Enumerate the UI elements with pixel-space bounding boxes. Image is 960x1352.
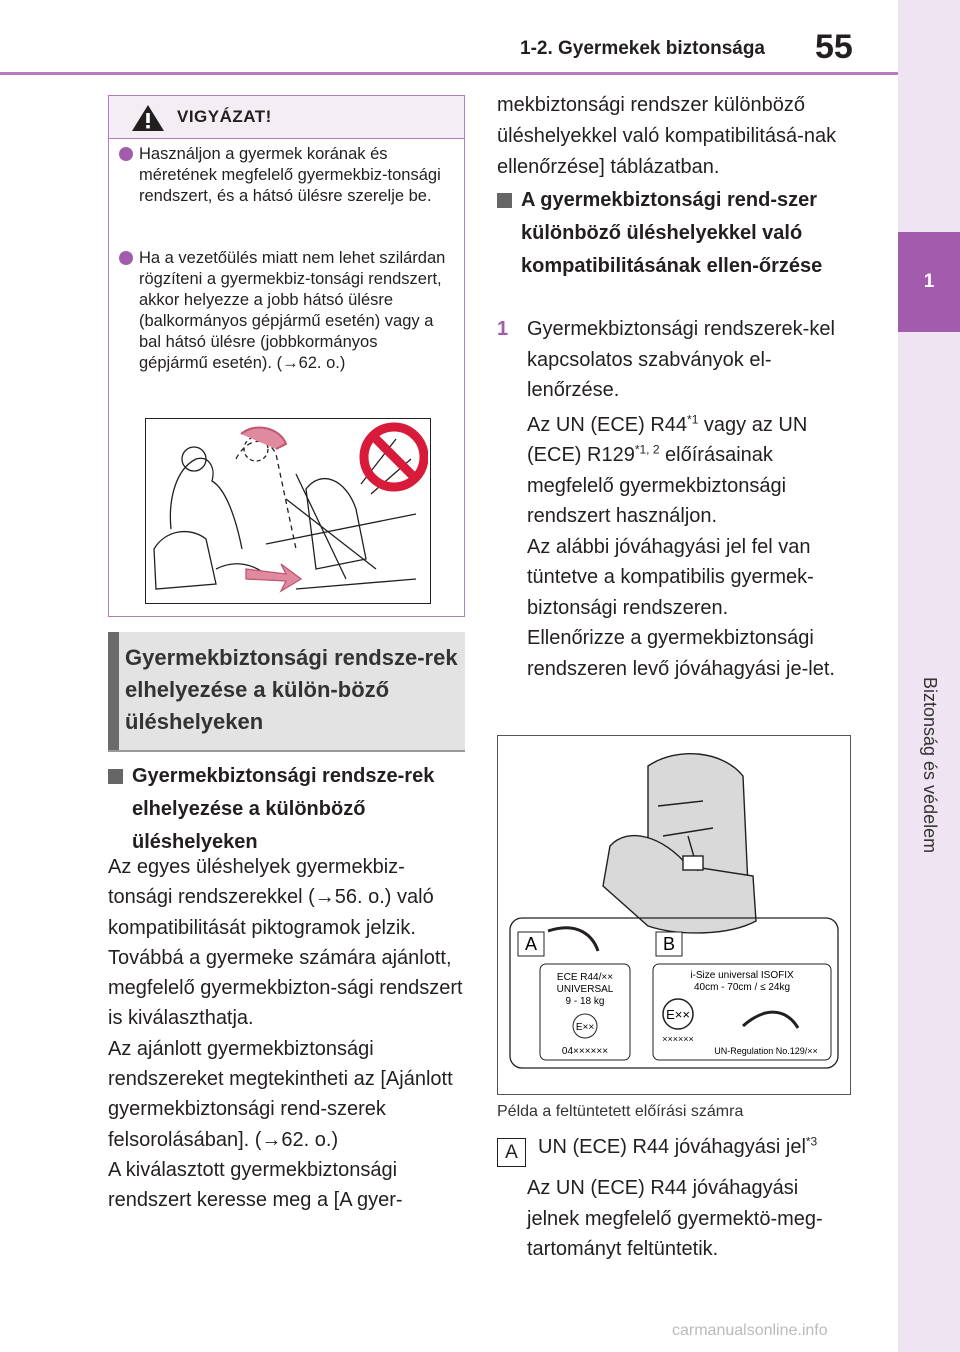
warning-bullet	[119, 144, 449, 207]
approval-mark-figure	[497, 735, 851, 1095]
figure-b-line2: 40cm - 70cm / ≤ 24kg	[693, 982, 791, 993]
warning-header	[109, 96, 464, 139]
bullet-dot-icon	[119, 147, 133, 161]
right-continuation: mekbiztonsági rendszer különböző üléshelyekkel való kompatibilitásá-nak ellenőrzése] táblázatban.	[497, 94, 837, 178]
item-a-heading-text: UN (ECE) R44 jóváhagyási jel	[538, 1136, 806, 1158]
paragraph: A kiválasztott gyermekbiztonsági rendszert keresse meg a [A gyer-	[108, 1158, 403, 1212]
text-run: Az UN (ECE) R44	[527, 413, 688, 436]
step-1	[497, 314, 852, 684]
figure-a-code: 04××××××	[561, 1046, 609, 1057]
figure-label-b: B	[662, 934, 676, 954]
figure-caption: Példa a feltüntetett előírási számra	[497, 1103, 744, 1120]
paragraph: Az alábbi jóváhagyási jel fel van tüntetve a kompatibilis gyermek-biztonsági rendszeren.	[527, 535, 814, 619]
section-heading-bar	[108, 632, 119, 750]
footnote-ref: *1	[687, 411, 699, 426]
text-run: előírásainak megfelelő gyermekbiztonsági rendszert használjon.	[527, 444, 787, 527]
left-subheading	[108, 760, 465, 859]
header-section-title: 1-2. Gyermekek biztonsága	[520, 38, 765, 59]
figure-a-line1: ECE R44/××	[556, 972, 614, 983]
watermark: carmanualsonline.info	[672, 1322, 828, 1339]
section-heading: Gyermekbiztonsági rendsze-rek elhelyezése a külön-böző üléshelyeken	[125, 645, 458, 734]
chapter-label: Biztonság és védelem	[920, 677, 940, 854]
item-a-heading	[538, 1136, 817, 1159]
paragraph	[527, 410, 852, 532]
figure-b-regulation: UN-Regulation No.129/××	[714, 1046, 818, 1056]
figure-b-emark: E××	[666, 1007, 690, 1022]
warning-box	[108, 95, 465, 617]
step-number: 1	[497, 318, 509, 340]
figure-label-a: A	[524, 934, 538, 954]
warning-title: VIGYÁZAT!	[177, 107, 272, 126]
figure-a-emark: E××	[575, 1022, 595, 1033]
figure-a-line2: UNIVERSAL	[556, 984, 614, 995]
figure-a-line3: 9 - 18 kg	[565, 996, 605, 1007]
warning-triangle-icon	[131, 104, 165, 132]
footnote-ref: *1, 2	[634, 442, 660, 457]
paragraph: Ellenőrizze a gyermekbiztonsági rendszeren levő jóváhagyási je-let.	[527, 627, 835, 680]
section-heading-box	[108, 632, 465, 750]
chapter-number-tab[interactable]: 1	[898, 232, 960, 332]
text-run: vagy az UN (ECE) R129	[527, 413, 808, 466]
driver-seat-child-seat-illustration	[145, 418, 431, 604]
paragraph: Az egyes üléshelyek gyermekbiz-tonsági rendszerekkel (→56. o.) való kompatibilitását piktogramok jelzik.	[108, 856, 434, 939]
step-text: Gyermekbiztonsági rendszerek-kel kapcsolatos szabványok el-lenőrzése.	[527, 318, 835, 401]
paragraph: Továbbá a gyermeke számára ajánlott, megfelelő gyermekbizton-sági rendszert is kiválaszthatja.	[108, 946, 463, 1030]
footnote-ref: *3	[805, 1134, 818, 1149]
bullet-dot-icon	[119, 251, 133, 265]
warning-bullet-text: Használjon a gyermek korának és méretének megfelelő gyermekbiz-tonsági rendszert, és a hátsó ülésre szerelje be.	[139, 145, 441, 205]
figure-b-code: ××××××	[662, 1034, 694, 1044]
header-divider	[0, 72, 900, 75]
left-subheading-text: Gyermekbiztonsági rendsze-rek elhelyezése a különböző üléshelyeken	[132, 765, 435, 853]
warning-bullet	[119, 248, 449, 374]
right-subheading-text: A gyermekbiztonsági rend-szer különböző üléshelyekkel való kompatibilitásának ellen-őrzése	[521, 189, 823, 277]
right-subheading	[497, 184, 852, 283]
left-body	[108, 852, 463, 1216]
section-heading-underline	[108, 750, 465, 752]
item-a-body: Az UN (ECE) R44 jóváhagyási jelnek megfelelő gyermektö-meg-tartományt feltüntetik.	[527, 1177, 823, 1260]
figure-b-line1: i-Size universal ISOFIX	[690, 970, 794, 981]
page-number: 55	[815, 28, 853, 66]
square-bullet-icon	[108, 769, 123, 784]
item-label-a: A	[497, 1138, 526, 1167]
chapter-label-tab[interactable]	[898, 332, 960, 1352]
warning-bullet-text: Ha a vezetőülés miatt nem lehet szilárdan rögzíteni a gyermekbiz-tonsági rendszert, akkor helyezze a jobb hátsó ülésre (balkormányos gépjármű esetén) vagy a bal hátsó ülésre (jobbkormányos gépjármű esetén). (→62. o.)	[139, 249, 446, 372]
square-bullet-icon	[497, 193, 512, 208]
child-seat-illustration	[603, 754, 756, 933]
side-tab-top	[898, 0, 960, 232]
paragraph: Az ajánlott gyermekbiztonsági rendszereket megtekintheti az [Ajánlott gyermekbiztonsági rend-szerek felsorolásában]. (→62. o.)	[108, 1037, 453, 1151]
